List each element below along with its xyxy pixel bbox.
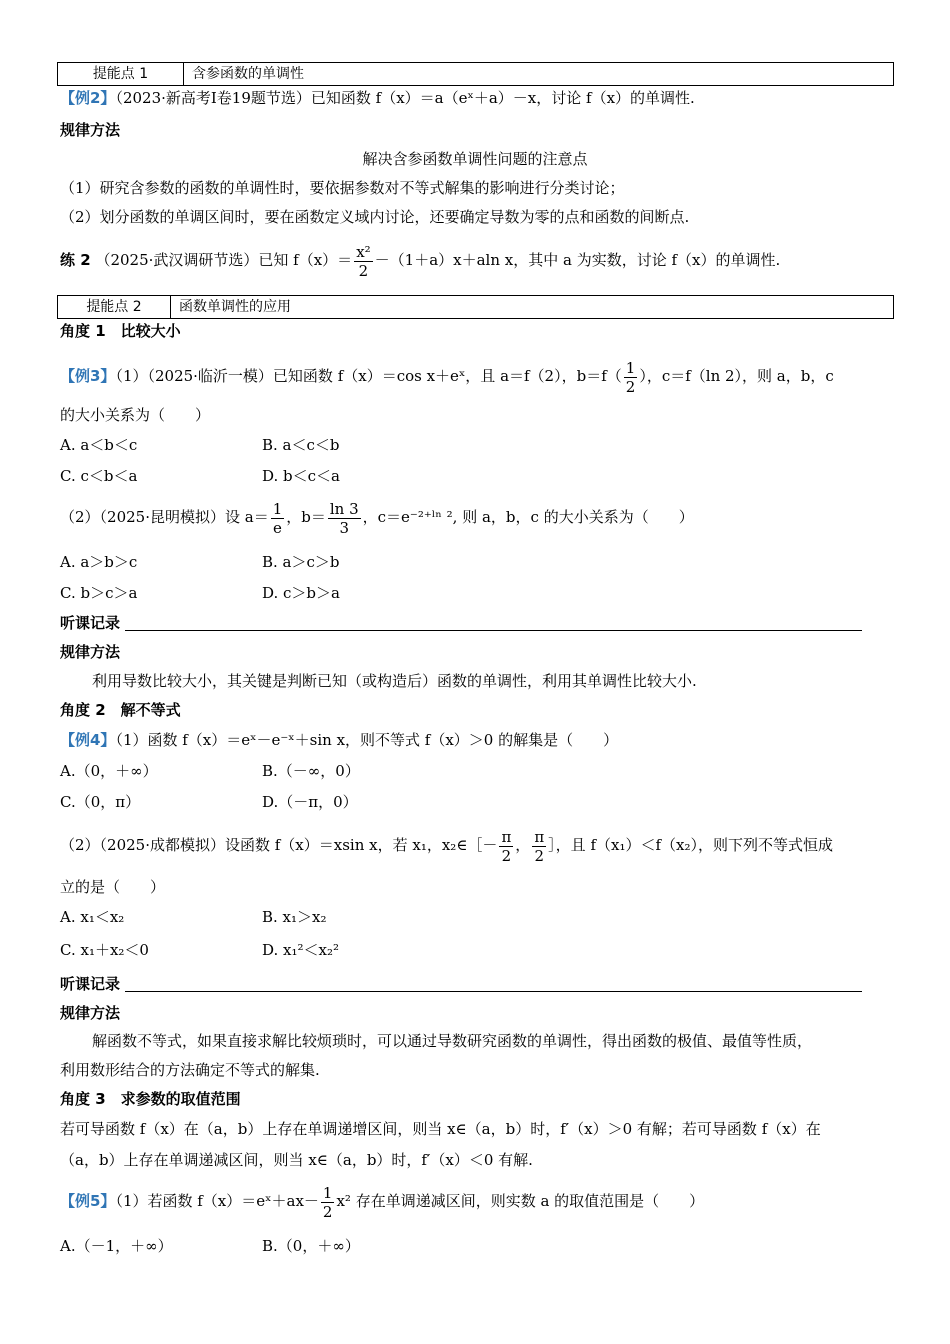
- exercise-tag: 练 2: [60, 251, 91, 269]
- question-text: （1）若函数 f（x）＝eˣ＋ax－: [115, 1192, 319, 1210]
- question-text: （2）（2025·昆明模拟）设 a＝: [60, 508, 269, 526]
- method-title: 解决含参函数单调性问题的注意点: [362, 150, 588, 168]
- question-text-mid: ，b＝: [286, 508, 326, 526]
- angle-3-text-1: 若可导函数 f（x）在（a，b）上存在单调递增区间，则当 x∈（a，b）时，f′（x）＞0 有解；若可导函数 f（x）在: [60, 1120, 821, 1138]
- angle-2-heading: 角度 2 解不等式: [60, 701, 181, 719]
- option-c: C.（0，π）: [60, 793, 141, 811]
- fraction: [499, 828, 513, 865]
- question-continuation: 立的是（ ）: [60, 878, 166, 896]
- exercise-text-post: －（1＋a）x＋aln x，其中 a 为实数，讨论 f（x）的单调性.: [374, 251, 781, 269]
- method-heading: 规律方法: [60, 643, 121, 661]
- option-c: C. c＜b＜a: [60, 467, 138, 485]
- method-point-1: （1）研究含参数的函数的单调性时，要依据参数对不等式解集的影响进行分类讨论；: [60, 179, 625, 197]
- method-point-2: （2）划分函数的单调区间时，要在函数定义域内讨论，还要确定导数为零的点和函数的间断点.: [60, 208, 690, 226]
- denominator: 2: [501, 846, 512, 865]
- option-c: C. b＞c＞a: [60, 584, 138, 602]
- question-text: （2）（2025·成都模拟）设函数 f（x）＝xsin x，若 x₁，x₂∈［－: [60, 836, 498, 854]
- option-b: B. a＞c＞b: [262, 553, 340, 571]
- option-a: A. x₁＜x₂: [60, 908, 125, 926]
- numerator: π: [501, 827, 512, 846]
- option-c: C. x₁＋x₂＜0: [60, 941, 149, 959]
- option-d: D.（－π，0）: [262, 793, 358, 811]
- notes-label: 听课记录: [60, 614, 121, 632]
- angle-3-text-2: （a，b）上存在单调递减区间，则当 x∈（a，b）时，f′（x）＜0 有解.: [60, 1151, 533, 1169]
- fraction: [321, 1184, 335, 1221]
- option-a: A. a＞b＞c: [60, 553, 138, 571]
- section-header-2: [57, 295, 894, 319]
- example-tag: 【例3】: [60, 367, 116, 385]
- method-heading: 规律方法: [60, 1004, 121, 1022]
- option-b: B.（0，＋∞）: [262, 1237, 360, 1255]
- section-title: 含参函数的单调性: [192, 66, 304, 82]
- example-4-q2: （2）（2025·成都模拟）设函数 f（x）＝xsin x，若 x₁，x₂∈［－ $\frac{\pi}{2}$ ， $\frac{\pi}{2}$ ］，且 f（x₁）＜f（x₂），则下列不等式恒成: [60, 827, 833, 865]
- question-text-post: ），c＝f（ln 2），则 a，b，c: [639, 367, 834, 385]
- notes-line[interactable]: [125, 630, 862, 631]
- example-3-q2: [60, 497, 892, 537]
- question-text: （1）函数 f（x）＝eˣ－e⁻ˣ＋sin x，则不等式 f（x）＞0 的解集是（ ）: [115, 731, 619, 749]
- option-a: A.（0，＋∞）: [60, 762, 158, 780]
- fraction: [532, 828, 546, 865]
- denominator: e: [273, 518, 282, 537]
- numerator: x²: [356, 242, 371, 261]
- option-a: A. a＜b＜c: [60, 436, 138, 454]
- question-text-post: ］，且 f（x₁）＜f（x₂），则下列不等式恒成: [548, 836, 833, 854]
- section-label: 提能点 1: [58, 63, 184, 85]
- fraction: [328, 500, 361, 537]
- question-text: （1）（2025·临沂一模）已知函数 f（x）＝cos x＋eˣ，且 a＝f（2），b＝f（: [115, 367, 622, 385]
- denominator: 2: [625, 377, 636, 396]
- example-5-q1: [60, 1181, 892, 1221]
- notes-line[interactable]: [125, 991, 862, 992]
- option-b: B. x₁＞x₂: [262, 908, 327, 926]
- example-text: （2023·新高考Ⅰ卷19题节选）已知函数 f（x）＝a（eˣ＋a）－x，讨论 f（x）的单调性.: [115, 89, 695, 107]
- example-3-q1: [60, 356, 892, 396]
- example-4-q1: [60, 730, 892, 750]
- notes-label: 听课记录: [60, 975, 121, 993]
- angle-1-heading: 角度 1 比较大小: [60, 322, 181, 340]
- option-b: B. a＜c＜b: [262, 436, 340, 454]
- question-text-post: x² 存在单调递减区间，则实数 a 的取值范围是（ ）: [336, 1192, 705, 1210]
- option-a: A.（－1，＋∞）: [60, 1237, 173, 1255]
- denominator: 2: [322, 1202, 333, 1221]
- example-tag: 【例4】: [60, 731, 116, 749]
- question-text-post: ，c＝e⁻²⁺ˡⁿ ², 则 a，b，c 的大小关系为（ ）: [362, 508, 694, 526]
- method-text: 利用导数比较大小，其关键是判断已知（或构造后）函数的单调性，利用其单调性比较大小.: [92, 672, 697, 690]
- fraction: [271, 500, 285, 537]
- example-2: [60, 88, 892, 108]
- option-d: D. c＞b＞a: [262, 584, 340, 602]
- denominator: 3: [339, 518, 350, 537]
- section-title: 函数单调性的应用: [179, 299, 291, 315]
- exercise-text: （2025·武汉调研节选）已知 f（x）＝: [95, 251, 353, 269]
- numerator: π: [534, 827, 545, 846]
- numerator: 1: [625, 358, 636, 377]
- numerator: 1: [272, 499, 283, 518]
- denominator: 2: [534, 846, 545, 865]
- method-text-1: 解函数不等式，如果直接求解比较烦琐时，可以通过导数研究函数的单调性，得出函数的极值、最值等性质，: [92, 1032, 813, 1050]
- method-heading: 规律方法: [60, 121, 121, 139]
- option-b: B.（－∞，0）: [262, 762, 360, 780]
- option-d: D. b＜c＜a: [262, 467, 340, 485]
- fraction: [624, 359, 638, 396]
- method-text-2: 利用数形结合的方法确定不等式的解集.: [60, 1061, 320, 1079]
- section-label: 提能点 2: [58, 296, 171, 318]
- exercise-2: [60, 240, 892, 280]
- numerator: 1: [322, 1183, 333, 1202]
- denominator: 2: [358, 261, 369, 280]
- question-continuation: 的大小关系为（ ）: [60, 406, 211, 424]
- section-header-1: [57, 62, 894, 86]
- fraction: [354, 243, 372, 280]
- example-tag: 【例2】: [60, 89, 116, 107]
- example-tag: 【例5】: [60, 1192, 116, 1210]
- numerator: ln 3: [329, 499, 359, 518]
- option-d: D. x₁²＜x₂²: [262, 941, 339, 959]
- angle-3-heading: 角度 3 求参数的取值范围: [60, 1090, 241, 1108]
